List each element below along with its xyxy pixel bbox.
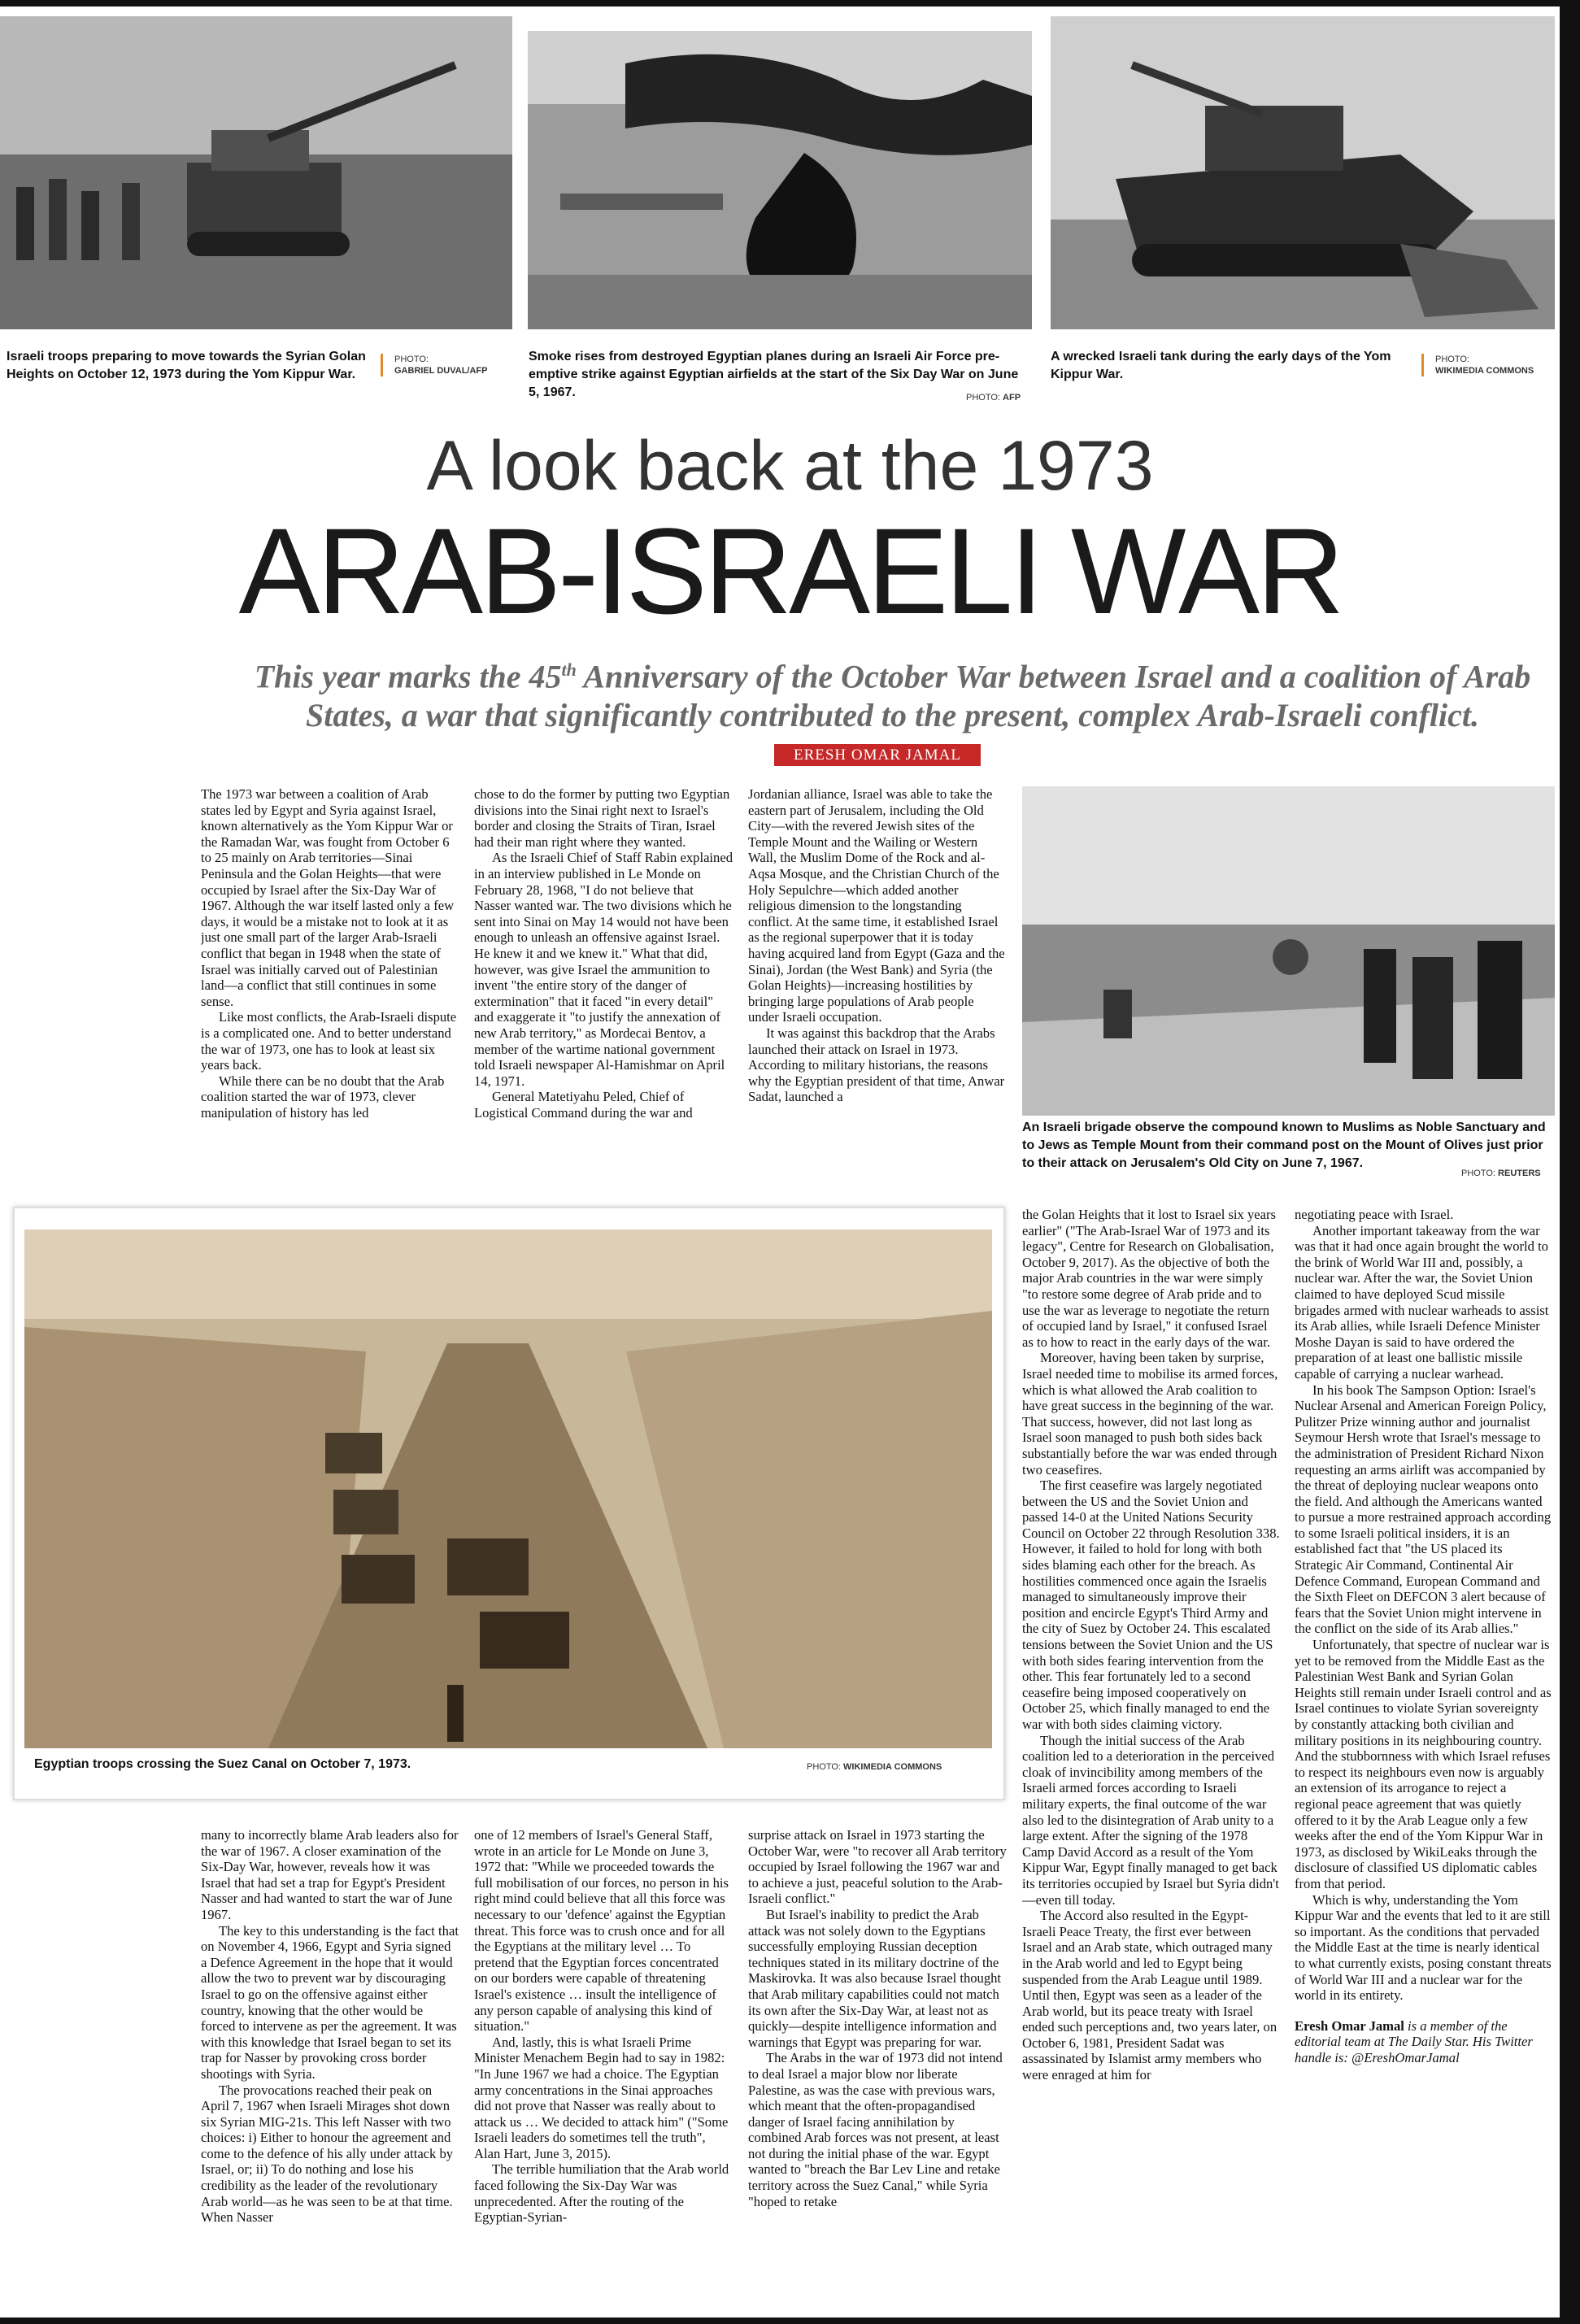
paragraph: The first ceasefire was largely negotiated between the US and the Soviet Union and passed 14-0 at the United Nations Security Council on October 22 through Resolution 338. However, it failed to hold for long with both sides blaming each other for the breach. As hostilities commenced once again the Israelis managed to simultaneously improve their position and encircle Egypt's Third Army and the city of Suez by October 24. This escalated tensions between the Soviet Union and the US with both sides fearing intervention from the other. This fear fortunately led to a second ceasefire being imposed cooperatively on October 25, which finally managed to end the war with both sides claiming victory. — [1022, 1478, 1280, 1732]
page-edge — [1560, 0, 1580, 2324]
body-column-7 — [474, 1827, 733, 2315]
credit-name: WIKIMEDIA COMMONS — [1435, 366, 1534, 376]
standfirst-sup: th — [561, 659, 577, 680]
body-column-3 — [748, 786, 1007, 1177]
photo-wrecked-tank — [1051, 16, 1555, 329]
standfirst-part-1: This year marks the 45 — [254, 658, 562, 695]
credit-label: PHOTO: — [807, 1762, 841, 1772]
paragraph: But Israel's inability to predict the Arab attack was not solely down to the Egyptians successfully employing Russian deception techniques stated in its military doctrine of the Maskirovka. It was also because Israel thought that Arab military capabilities could not match its own after the Six-Day War, at least not as quickly—despite intelligence information and warnings that Egypt was preparing for war. — [748, 1906, 1002, 2050]
photo-suez-crossing — [24, 1229, 992, 1748]
caption-photo-5: Egyptian troops crossing the Suez Canal on October 7, 1973. — [34, 1757, 411, 1771]
bottom-strip — [0, 2317, 1580, 2324]
body-column-6 — [201, 1827, 459, 2315]
paragraph: surprise attack on Israel in 1973 starting the October War, were "to recover all Arab territory occupied by Israel following the 1967 war and to achieve a just, peaceful solution to the Arab-Israeli conflict." — [748, 1827, 1007, 1907]
paragraph: many to incorrectly blame Arab leaders also for the war of 1967. A closer examination of the Six-Day War, however, reveals how it was Israel that had set a trap for Egypt's President Nasser and had wanted to start the war of June 1967. — [201, 1827, 459, 1922]
paragraph: While there can be no doubt that the Arab coalition started the war of 1973, clever manipulation of history has led — [201, 1073, 445, 1121]
photo-smoke-airfield — [528, 31, 1032, 329]
top-strip — [0, 0, 1580, 7]
standfirst-part-2: Anniversary of the October War between Israel and a coalition of Arab States, a war that significantly contributed to the present, complex Arab-Israeli conflict. — [305, 658, 1531, 734]
author-name: Eresh Omar Jamal — [1295, 2017, 1404, 2034]
body-column-2 — [474, 786, 733, 1177]
paragraph: Another important takeaway from the war was that it had once again brought the world to the brink of World War III and, possibly, a nuclear war. After the war, the Soviet Union claimed to have deployed Scud missile brigades armed with nuclear warheads to assist its Arab allies, while Israeli Defence Minister Moshe Dayan is said to have ordered the preparation of at least one ballistic missile capable of carrying a nuclear warhead. — [1295, 1222, 1549, 1382]
paragraph: The 1973 war between a coalition of Arab states led by Egypt and Syria against Israel, known alternatively as the Yom Kippur War or the Ramadan War, was fought from October 6 to 25 mainly on Arab territories—Sinai Peninsula and the Golan Heights—that were occupied by Israel after the Six-Day War of 1967. Although the war itself lasted only a few days, it would be a mistake not to look at it as just one small part of the larger Arab-Israeli conflict that began in 1948 when the state of Israel was initially carved out of Palestinian land—a conflict that still continues in some sense. — [201, 786, 455, 1009]
paragraph: The terrible humiliation that the Arab world faced following the Six-Day War was unprecedented. After the routing of the Egyptian-Syrian- — [474, 2161, 729, 2226]
paragraph: The Accord also resulted in the Egypt-Israeli Peace Treaty, the first ever between Israel and an Arab state, which outraged many in the Arab world and led to Egypt being suspended from the Arab League until 1989. Until then, Egypt was seen as a leader of the Arab world, but its peace treaty with Israel ended such perceptions and, two years later, on October 6, 1981, President Sadat was assassinated by Islamist army members who were enraged at him for — [1022, 1908, 1277, 2083]
paragraph: Though the initial success of the Arab coalition led to a deterioration in the perceived cloak of invincibility among members of the Israeli armed forces according to Israeli military experts, the final outcome of the war also led to the disintegration of Arab unity to a large extent. After the signing of the 1978 Camp David Accord as a result of the Yom Kippur War, Egypt finally managed to get back its territories occupied by Israel but Syria didn't—even till today. — [1022, 1732, 1279, 1908]
caption-photo-2: Smoke rises from destroyed Egyptian planes during an Israeli Air Force pre-emptive strike against Egyptian airfields at the start of the Six Day War on June 5, 1967. — [529, 350, 1019, 399]
paragraph: In his book The Sampson Option: Israel's Nuclear Arsenal and American Foreign Policy, Pulitzer Prize winning author and journalist Seymour Hersh wrote that Israel's message to the administration of President Richard Nixon requesting an arms airlift was accompanied by the threat of deploying nuclear weapons onto the field. And although the Americans wanted to pursue a more restrained approach according to some Israeli political insiders, it is an established fact that "the US placed its Strategic Air Command, Continental Air Defence Command, European Command and the Sixth Fleet on DEFCON 3 alert because of fears that the Soviet Union might intervene in the conflict on the side of its Arab allies." — [1295, 1382, 1552, 1637]
paragraph: negotiating peace with Israel. — [1295, 1207, 1454, 1222]
body-column-5 — [1295, 1207, 1553, 2313]
paragraph: Unfortunately, that spectre of nuclear war is yet to be removed from the Middle East as the Palestinian West Bank and Syrian Golan Heights still remain under Israeli control and as Israel continues to violate Syrian sovereignty by constantly attacking both civilian and military positions in its neighbouring country. And the stubbornness with which Israel refuses to respect its neighbours even now is arguably an extension of its arrogance to reject a regional peace agreement that was quietly offered to it by the Arab League only a few weeks after the end of the Yom Kippur War in 1973, as disclosed by WikiLeaks through the disclosure of classified US diplomatic cables from that period. — [1295, 1637, 1552, 1891]
paragraph: As the Israeli Chief of Staff Rabin explained in an interview published in Le Monde on February 28, 1968, "I do not believe that Nasser wanted war. The two divisions which he sent into Sinai on May 14 would not have been enough to unleash an offensive against Israel. He knew it and we knew it." What that did, however, was give Israel the ammunition to invent "the entire story of the danger of extermination" that it faced "in every detail" and exaggerate it "to justify the annexation of new Arab territory," as Mordecai Bentov, a member of the wartime national government told Israeli newspaper Al-Hamishmar on April 14, 1971. — [474, 850, 733, 1089]
paragraph: The provocations reached their peak on April 7, 1967 when Israeli Mirages shot down six Syrian MIG-21s. This left Nasser with two choices: i) Either to honour the agreement and come to the defence of his ally under attack by Israel, or; ii) To do nothing and lose his credibility as the leader of the revolutionary Arab world—as he was seen to be at that time. When Nasser — [201, 2082, 454, 2226]
photo-troops-golan — [0, 16, 512, 329]
credit-name: GABRIEL DUVAL/AFP — [394, 366, 488, 376]
credit-label: PHOTO: — [966, 393, 1000, 403]
byline: ERESH OMAR JAMAL — [774, 744, 981, 766]
paragraph: the Golan Heights that it lost to Israel six years earlier" ("The Arab-Israel War of 1973 and its legacy", Centre for Research on Globalisation, October 9, 2017). As the objective of both the major Arab countries in the war were simply "to restore some degree of Arab pride and to use the war as leverage to negotiate the return of occupied land by Israel," it confused Israel as to how to react in the early days of the war. — [1022, 1207, 1276, 1350]
paragraph: The Arabs in the war of 1973 did not intend to deal Israel a major blow nor liberate Palestine, as was the case with previous wars, which meant that the often-propagandised danger of Israel facing annihilation by combined Arab forces was not present, at least not during the initial phase of the war. Egypt wanted to "breach the Bar Lev Line and retake territory across the Suez Canal," while Syria "hoped to retake — [748, 2050, 1003, 2209]
credit-photo-3 — [1421, 354, 1573, 376]
paragraph: General Matetiyahu Peled, Chief of Logistical Command during the war and — [474, 1089, 693, 1121]
body-column-8 — [748, 1827, 1007, 2315]
paragraph: Like most conflicts, the Arab-Israeli dispute is a complicated one. And to better understand the war of 1973, one has to look at least six years back. — [201, 1009, 457, 1073]
body-column-1 — [201, 786, 459, 1177]
paragraph: Moreover, having been taken by surprise, Israel needed time to mobilise its armed forces, which is what allowed the Arab coalition to have great success in the beginning of the war. That success, however, did not last long as Israel soon managed to push both sides back substantially before the war was ended through two ceasefires. — [1022, 1350, 1278, 1478]
author-bio — [1295, 2018, 1553, 2066]
credit-photo-4 — [1461, 1168, 1559, 1179]
body-column-4 — [1022, 1207, 1281, 2313]
paragraph: chose to do the former by putting two Egyptian divisions into the Sinai right next to Israel's border and closing the Straits of Tiran, Israel had their man right where they wanted. — [474, 786, 730, 850]
credit-name: AFP — [1003, 393, 1021, 403]
paragraph: one of 12 members of Israel's General Staff, wrote in an article for Le Monde on June 3, 1972 that: "While we proceeded towards the full mobilisation of our forces, no person in his right mind could believe that all this force was necessary to our 'defence' against the Egyptian threat. This force was to crush once and for all the Egyptians at the military level … To pretend that the Egyptian forces concentrated on our borders were capable of threatening Israel's existence … insult the intelligence of any person capable of analysing this kind of situation." — [474, 1827, 729, 2035]
credit-label: PHOTO: — [1435, 355, 1469, 364]
paragraph: It was against this backdrop that the Arabs launched their attack on Israel in 1973. According to military historians, the reasons why the Egyptian president of that time, Anwar Sadat, launched a — [748, 1025, 1005, 1105]
caption-photo-4: An Israeli brigade observe the compound known to Muslims as Noble Sanctuary and to Jews as Temple Mount from their command post on the Mount of Olives just prior to their attack on Jerusalem's Old City on June 7, 1967. — [1022, 1121, 1546, 1170]
caption-photo-3: A wrecked Israeli tank during the early days of the Yom Kippur War. — [1051, 350, 1391, 381]
paragraph: The key to this understanding is the fact that on November 4, 1966, Egypt and Syria signed a Defence Agreement in the hope that it would allow the two to prevent war by discouraging Israel to go on the offensive against either country, knowing that the other would be forced to intervene as per the agreement. It was with this knowledge that Israel began to set its trap for Nasser by provoking cross border shootings with Syria. — [201, 1922, 459, 2082]
photo-jerusalem-brigade — [1022, 786, 1555, 1116]
paragraph: Which is why, understanding the Yom Kippur War and the events that led to it are still so important. As the conditions that pervaded the Middle East at the time is nearly identical to what currently exists, posing constant threats of World War III and a nuclear war for the world in its entirety. — [1295, 1891, 1552, 2004]
credit-label: PHOTO: — [394, 355, 429, 364]
kicker: A look back at the 1973 — [426, 427, 1154, 505]
credit-photo-1 — [381, 354, 516, 376]
credit-photo-2 — [966, 392, 1039, 403]
paragraph: And, lastly, this is what Israeli Prime Minister Menachem Begin had to say in 1982: "In June 1967 we had a choice. The Egyptian army concentrations in the Sinai approaches did not prove that Nasser was really about to attack us … We decided to attack him" ("Some Israeli leaders do sometimes tell the truth", Alan Hart, June 3, 2015). — [474, 2034, 729, 2161]
headline: ARAB-ISRAELI WAR — [238, 503, 1342, 639]
credit-label: PHOTO: — [1461, 1169, 1495, 1178]
credit-photo-5 — [807, 1761, 986, 1773]
paragraph: Jordanian alliance, Israel was able to take the eastern part of Jerusalem, including the Old City—with the revered Jewish sites of the Temple Mount and the Wailing or Western Wall, the Muslim Dome of the Rock and al-Aqsa Mosque, and the Christian Church of the Holy Sepulchre—which added another religious dimension to the longstanding conflict. At the same time, it established Israel as the regional superpower that it is today having acquired land from Egypt (Gaza and the Sinai), Jordan (the West Bank) and Syria (the Golan Heights)—increasing hostilities by bringing large populations of Arab people under Israeli occupation. — [748, 786, 1005, 1025]
caption-photo-1: Israeli troops preparing to move towards the Syrian Golan Heights on October 12, 1973 during the Yom Kippur War. — [7, 350, 366, 381]
standfirst — [240, 651, 1545, 735]
author-bio-text: is a member of the editorial team at The Daily Star. His Twitter handle is: @EreshOmarJamal — [1295, 2017, 1533, 2065]
credit-name: WIKIMEDIA COMMONS — [843, 1762, 942, 1772]
credit-name: REUTERS — [1498, 1169, 1541, 1178]
